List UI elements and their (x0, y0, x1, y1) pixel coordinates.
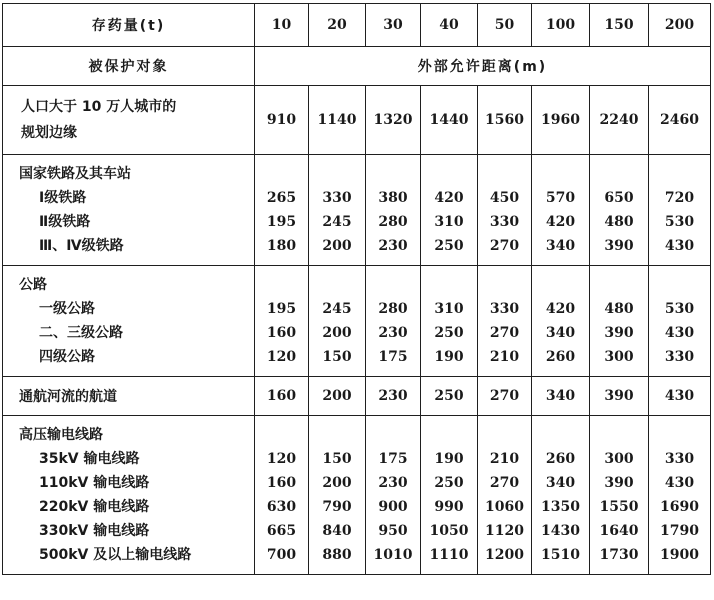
cell-value: 430 (664, 475, 695, 491)
cell-value-stack (309, 416, 366, 575)
cell-value: 150 (322, 451, 352, 467)
spacer (532, 162, 589, 186)
cell-value: 120 (266, 451, 297, 467)
cell-value: 160 (266, 325, 297, 341)
sub-item-label: 35kV 输电线路 (39, 451, 140, 467)
cell-value-stack (532, 266, 590, 377)
cell-value-stack (590, 266, 649, 377)
cell-value: 420 (545, 214, 576, 230)
spacer (366, 273, 420, 297)
sub-item-label: Ⅰ级铁路 (39, 190, 87, 206)
sub-item-label: 二、三级公路 (39, 325, 123, 341)
row-label (3, 86, 255, 155)
row-label-line: 规划边缘 (21, 125, 77, 141)
cell-value: 665 (266, 523, 297, 539)
row-label: 通航河流的航道 (3, 377, 255, 416)
cell-value: 1440 (421, 86, 478, 155)
cell-value: 260 (545, 349, 576, 365)
cell-value: 230 (366, 377, 421, 416)
cell-value: 200 (322, 325, 352, 341)
cell-value: 250 (421, 377, 478, 416)
cell-value-stack (478, 416, 532, 575)
spacer (532, 423, 589, 447)
spacer (309, 162, 365, 186)
row-label (3, 266, 255, 377)
cell-value: 900 (378, 499, 408, 515)
quantity-col: 100 (532, 4, 590, 47)
cell-value: 380 (378, 190, 408, 206)
quantity-col: 50 (478, 4, 532, 47)
cell-value: 430 (664, 238, 695, 254)
quantity-col: 40 (421, 4, 478, 47)
spacer (255, 423, 308, 447)
cell-value: 250 (434, 475, 464, 491)
spacer (421, 423, 477, 447)
cell-value: 1430 (541, 523, 580, 539)
cell-value: 1140 (309, 86, 366, 155)
cell-value: 390 (604, 238, 634, 254)
cell-value: 2460 (649, 86, 711, 155)
cell-value: 480 (604, 214, 634, 230)
cell-value: 650 (604, 190, 634, 206)
spacer (421, 273, 477, 297)
spacer (649, 423, 710, 447)
cell-value: 430 (649, 377, 711, 416)
cell-value: 340 (545, 238, 576, 254)
cell-value: 270 (478, 377, 532, 416)
cell-value: 175 (378, 451, 408, 467)
cell-value: 280 (378, 214, 408, 230)
header-row-quantity (3, 4, 711, 47)
cell-value: 950 (378, 523, 408, 539)
row-label-line: 人口大于 10 万人城市的 (21, 99, 177, 115)
cell-value: 195 (266, 214, 297, 230)
cell-value-stack (649, 155, 711, 266)
cell-value: 300 (604, 349, 634, 365)
protected-object-label: 被保护对象 (3, 47, 255, 86)
cell-value: 160 (255, 377, 309, 416)
cell-value-stack (590, 155, 649, 266)
cell-value: 310 (434, 301, 464, 317)
cell-value: 190 (434, 451, 464, 467)
cell-value: 910 (255, 86, 309, 155)
quantity-col: 10 (255, 4, 309, 47)
cell-value: 2240 (590, 86, 649, 155)
table-row (3, 86, 711, 155)
cell-value: 430 (664, 325, 695, 341)
cell-value: 270 (489, 475, 520, 491)
sub-item-label: 330kV 输电线路 (39, 523, 150, 539)
spacer (309, 273, 365, 297)
cell-value-stack (366, 155, 421, 266)
spacer (255, 162, 308, 186)
cell-value: 180 (266, 238, 297, 254)
cell-value-stack (590, 416, 649, 575)
spacer (255, 273, 308, 297)
cell-value: 390 (604, 475, 634, 491)
cell-value: 210 (489, 451, 520, 467)
distance-table (2, 3, 711, 575)
cell-value: 1110 (429, 547, 469, 563)
cell-value: 1690 (660, 499, 699, 515)
cell-value: 330 (322, 190, 352, 206)
group-title: 公路 (19, 277, 47, 293)
sub-item-label: Ⅲ、Ⅳ级铁路 (39, 238, 124, 254)
cell-value-stack (366, 416, 421, 575)
cell-value-stack (478, 266, 532, 377)
cell-value: 175 (378, 349, 408, 365)
cell-value-stack (255, 416, 309, 575)
sub-item-label: Ⅱ级铁路 (39, 214, 91, 230)
distance-label: 外部允许距离(m) (255, 47, 711, 86)
cell-value: 330 (664, 451, 695, 467)
table-row-group (3, 416, 711, 575)
cell-value: 1560 (478, 86, 532, 155)
cell-value: 265 (266, 190, 297, 206)
cell-value-stack (421, 266, 478, 377)
spacer (590, 273, 648, 297)
cell-value: 1050 (429, 523, 469, 539)
cell-value-stack (421, 416, 478, 575)
cell-value: 230 (378, 475, 408, 491)
spacer (421, 162, 477, 186)
cell-value: 200 (309, 377, 366, 416)
cell-value: 450 (489, 190, 520, 206)
cell-value: 270 (489, 238, 520, 254)
sub-item-label: 500kV 及以上输电线路 (39, 547, 192, 563)
cell-value: 195 (266, 301, 297, 317)
cell-value: 260 (545, 451, 576, 467)
cell-value: 1060 (485, 499, 524, 515)
cell-value: 230 (378, 238, 408, 254)
quantity-col: 20 (309, 4, 366, 47)
cell-value: 1510 (541, 547, 580, 563)
cell-value: 340 (545, 325, 576, 341)
cell-value-stack (255, 155, 309, 266)
cell-value: 530 (664, 301, 695, 317)
cell-value: 480 (604, 301, 634, 317)
cell-value: 340 (545, 475, 576, 491)
cell-value: 210 (489, 349, 520, 365)
cell-value: 245 (322, 301, 352, 317)
cell-value: 1640 (599, 523, 639, 539)
cell-value-stack (309, 266, 366, 377)
cell-value: 840 (322, 523, 352, 539)
spacer (366, 162, 420, 186)
cell-value: 630 (266, 499, 297, 515)
cell-value: 160 (266, 475, 297, 491)
group-title: 国家铁路及其车站 (19, 166, 131, 182)
spacer (478, 423, 531, 447)
cell-value: 230 (378, 325, 408, 341)
cell-value: 1200 (485, 547, 524, 563)
cell-value: 120 (266, 349, 297, 365)
cell-value: 190 (434, 349, 464, 365)
spacer (366, 423, 420, 447)
cell-value: 270 (489, 325, 520, 341)
cell-value-stack (421, 155, 478, 266)
quantity-col: 30 (366, 4, 421, 47)
cell-value: 310 (434, 214, 464, 230)
cell-value: 420 (545, 301, 576, 317)
cell-value: 300 (604, 451, 634, 467)
quantity-col: 200 (649, 4, 711, 47)
cell-value: 1320 (366, 86, 421, 155)
cell-value: 200 (322, 238, 352, 254)
cell-value: 245 (322, 214, 352, 230)
cell-value-stack (532, 155, 590, 266)
cell-value: 570 (545, 190, 576, 206)
cell-value: 250 (434, 325, 464, 341)
cell-value: 1900 (660, 547, 699, 563)
header-row-distance (3, 47, 711, 86)
cell-value: 390 (590, 377, 649, 416)
cell-value: 340 (532, 377, 590, 416)
cell-value: 880 (322, 547, 352, 563)
cell-value: 420 (434, 190, 464, 206)
cell-value: 330 (664, 349, 695, 365)
cell-value: 1960 (532, 86, 590, 155)
sub-item-label: 110kV 输电线路 (39, 475, 150, 491)
row-label (3, 416, 255, 575)
group-title: 高压输电线路 (19, 427, 103, 443)
quantity-label: 存药量(t) (3, 4, 255, 47)
row-label (3, 155, 255, 266)
spacer (478, 273, 531, 297)
cell-value: 1730 (599, 547, 639, 563)
cell-value-stack (649, 416, 711, 575)
cell-value: 1120 (485, 523, 524, 539)
quantity-col: 150 (590, 4, 649, 47)
cell-value-stack (366, 266, 421, 377)
cell-value: 530 (664, 214, 695, 230)
cell-value-stack (478, 155, 532, 266)
cell-value: 150 (322, 349, 352, 365)
cell-value: 790 (322, 499, 352, 515)
spacer (649, 162, 710, 186)
cell-value: 390 (604, 325, 634, 341)
table-row-group (3, 155, 711, 266)
spacer (649, 273, 710, 297)
cell-value: 1350 (541, 499, 580, 515)
cell-value: 700 (266, 547, 297, 563)
table-row-group (3, 266, 711, 377)
spacer (309, 423, 365, 447)
spacer (590, 162, 648, 186)
cell-value-stack (649, 266, 711, 377)
cell-value: 200 (322, 475, 352, 491)
cell-value: 1010 (373, 547, 413, 563)
cell-value: 330 (489, 214, 520, 230)
table-row (3, 377, 711, 416)
cell-value: 250 (434, 238, 464, 254)
cell-value: 1790 (660, 523, 699, 539)
cell-value: 280 (378, 301, 408, 317)
cell-value: 990 (434, 499, 464, 515)
cell-value: 330 (489, 301, 520, 317)
cell-value-stack (255, 266, 309, 377)
sub-item-label: 一级公路 (39, 301, 95, 317)
spacer (590, 423, 648, 447)
cell-value: 1550 (599, 499, 639, 515)
cell-value-stack (532, 416, 590, 575)
cell-value: 720 (664, 190, 695, 206)
spacer (478, 162, 531, 186)
cell-value-stack (309, 155, 366, 266)
sub-item-label: 220kV 输电线路 (39, 499, 150, 515)
spacer (532, 273, 589, 297)
sub-item-label: 四级公路 (39, 349, 95, 365)
